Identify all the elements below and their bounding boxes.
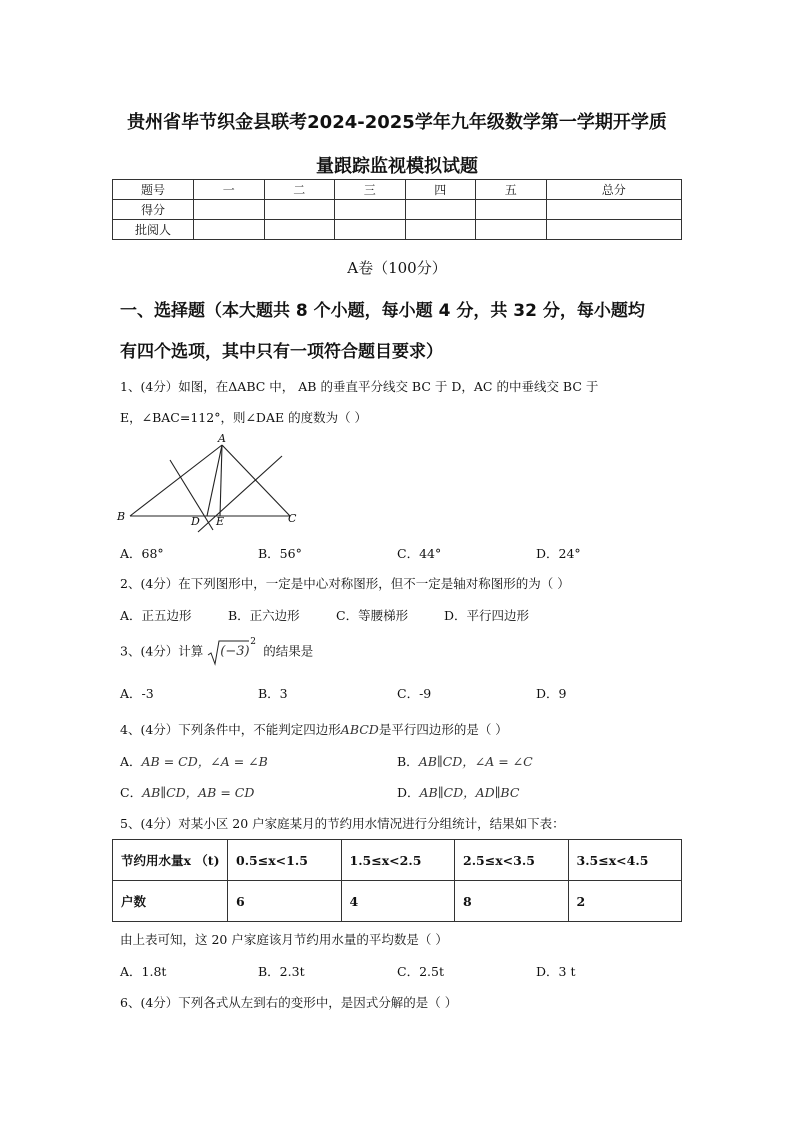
q4-option-b[interactable] [397,752,533,770]
water-cell: 2 [568,881,682,922]
q5-option-b[interactable]: B．2.3t [258,964,305,979]
question-6-text: 6、(4分）下列各式从左到右的变形中，是因式分解的是（ ） [120,995,458,1010]
water-header-cell: 节约用水量x （t) [113,840,228,881]
volume-label: A卷（100分） [347,259,447,277]
score-header-cell: 四 [405,180,476,200]
side-ab [130,445,222,516]
sqrt-exponent: 2 [250,637,257,647]
score-cell[interactable] [264,200,335,220]
score-header-cell: 总分 [546,180,682,200]
q1-option-d[interactable]: D．24° [536,546,581,561]
score-table-row [113,200,682,220]
q3-suffix: 的结果是 [263,643,314,659]
q4-option-math: AB∥CD，∠A = ∠C [418,754,533,769]
q4-text-after: 是平行四边形的是（ ） [378,722,508,737]
water-saving-table [112,839,682,922]
score-cell[interactable] [476,220,547,240]
q4-option-math: AB∥CD，AD∥BC [419,785,520,800]
score-cell[interactable] [194,220,265,240]
score-header-cell: 一 [194,180,265,200]
water-cell: 4 [341,881,455,922]
label-a: A [218,432,226,445]
score-cell[interactable] [546,220,682,240]
q2-option-d[interactable]: D．平行四边形 [444,608,530,623]
question-4-text [120,720,508,738]
q5-option-d[interactable]: D．3 t [536,964,576,979]
score-table [112,179,682,240]
label-b: B [117,510,126,523]
page-title-line1: 贵州省毕节织金县联考2024-2025学年九年级数学第一学期开学质 [127,112,667,133]
question-3-text [120,638,313,666]
score-cell[interactable] [405,200,476,220]
q2-option-c[interactable]: C．等腰梯形 [336,608,409,623]
question-1-line2: E，∠BAC=112°，则∠DAE 的度数为（ ） [120,410,368,425]
score-cell[interactable] [194,200,265,220]
q4-option-math: AB = CD，∠A = ∠B [141,754,268,769]
score-header-cell: 三 [335,180,406,200]
water-header-cell: 2.5≤x<3.5 [455,840,569,881]
water-header-cell: 3.5≤x<4.5 [568,840,682,881]
label-c: C [288,512,297,525]
sqrt-radicand: (−3) [220,644,250,659]
score-row-label: 得分 [113,200,194,220]
q4-option-c[interactable] [120,783,254,801]
q3-option-a[interactable]: A．-3 [120,686,154,701]
q5-option-a[interactable]: A．1.8t [120,964,167,979]
q4-option-letter: C． [120,785,143,800]
q4-text-before: 4、(4分）下列条件中，不能判定四边形 [120,722,341,737]
triangle-figure [112,430,312,535]
question-2-text: 2、(4分）在下列图形中，一定是中心对称图形，但不一定是轴对称图形的为（ ） [120,576,570,591]
score-row-label: 批阅人 [113,220,194,240]
q4-option-a[interactable] [120,752,268,770]
page-title-line2: 量跟踪监视模拟试题 [316,156,478,177]
q4-option-letter: B． [397,754,419,769]
score-table-row [113,220,682,240]
section-heading-line1: 一、选择题（本大题共 8 个小题，每小题 4 分，共 32 分，每小题均 [120,301,645,321]
score-header-cell: 题号 [113,180,194,200]
label-d: D [191,515,200,528]
water-header-cell: 0.5≤x<1.5 [228,840,342,881]
score-cell[interactable] [335,200,406,220]
label-e: E [216,515,225,528]
score-header-cell: 二 [264,180,335,200]
question-1-line1: 1、(4分）如图，在ΔABC 中， AB 的垂直平分线交 BC 于 D，AC 的中垂线交 BC 于 [120,379,599,394]
q3-prefix: 3、(4分）计算 [120,643,204,659]
side-ac [222,445,290,516]
score-cell[interactable] [264,220,335,240]
score-header-cell: 五 [476,180,547,200]
q1-option-c[interactable]: C．44° [397,546,442,561]
water-row-label: 户数 [113,881,228,922]
section-heading-line2: 有四个选项，其中只有一项符合题目要求） [120,342,443,362]
water-table-header-row [113,840,682,881]
score-cell[interactable] [546,200,682,220]
q2-option-b[interactable]: B．正六边形 [228,608,300,623]
score-cell[interactable] [335,220,406,240]
q4-option-letter: A． [120,754,142,769]
score-cell[interactable] [476,200,547,220]
q3-option-b[interactable]: B．3 [258,686,288,701]
q1-option-a[interactable]: A．68° [120,546,164,561]
q3-option-d[interactable]: D．9 [536,686,567,701]
q4-option-math: AB∥CD，AB = CD [142,785,255,800]
q5-option-c[interactable]: C．2.5t [397,964,444,979]
q2-option-a[interactable]: A．正五边形 [120,608,192,623]
q4-option-d[interactable] [397,783,519,801]
water-table-row [113,881,682,922]
question-5-follow: 由上表可知，这 20 户家庭该月节约用水量的平均数是（ ） [120,932,448,947]
q4-quad: ABCD [340,722,379,737]
water-cell: 6 [228,881,342,922]
score-cell[interactable] [405,220,476,240]
score-table-header-row [113,180,682,200]
sqrt-expression [207,638,259,666]
water-cell: 8 [455,881,569,922]
q3-option-c[interactable]: C．-9 [397,686,432,701]
q4-option-letter: D． [397,785,420,800]
water-header-cell: 1.5≤x<2.5 [341,840,455,881]
q1-option-b[interactable]: B．56° [258,546,302,561]
question-5-text: 5、(4分）对某小区 20 户家庭某月的节约用水情况进行分组统计，结果如下表： [120,816,565,831]
